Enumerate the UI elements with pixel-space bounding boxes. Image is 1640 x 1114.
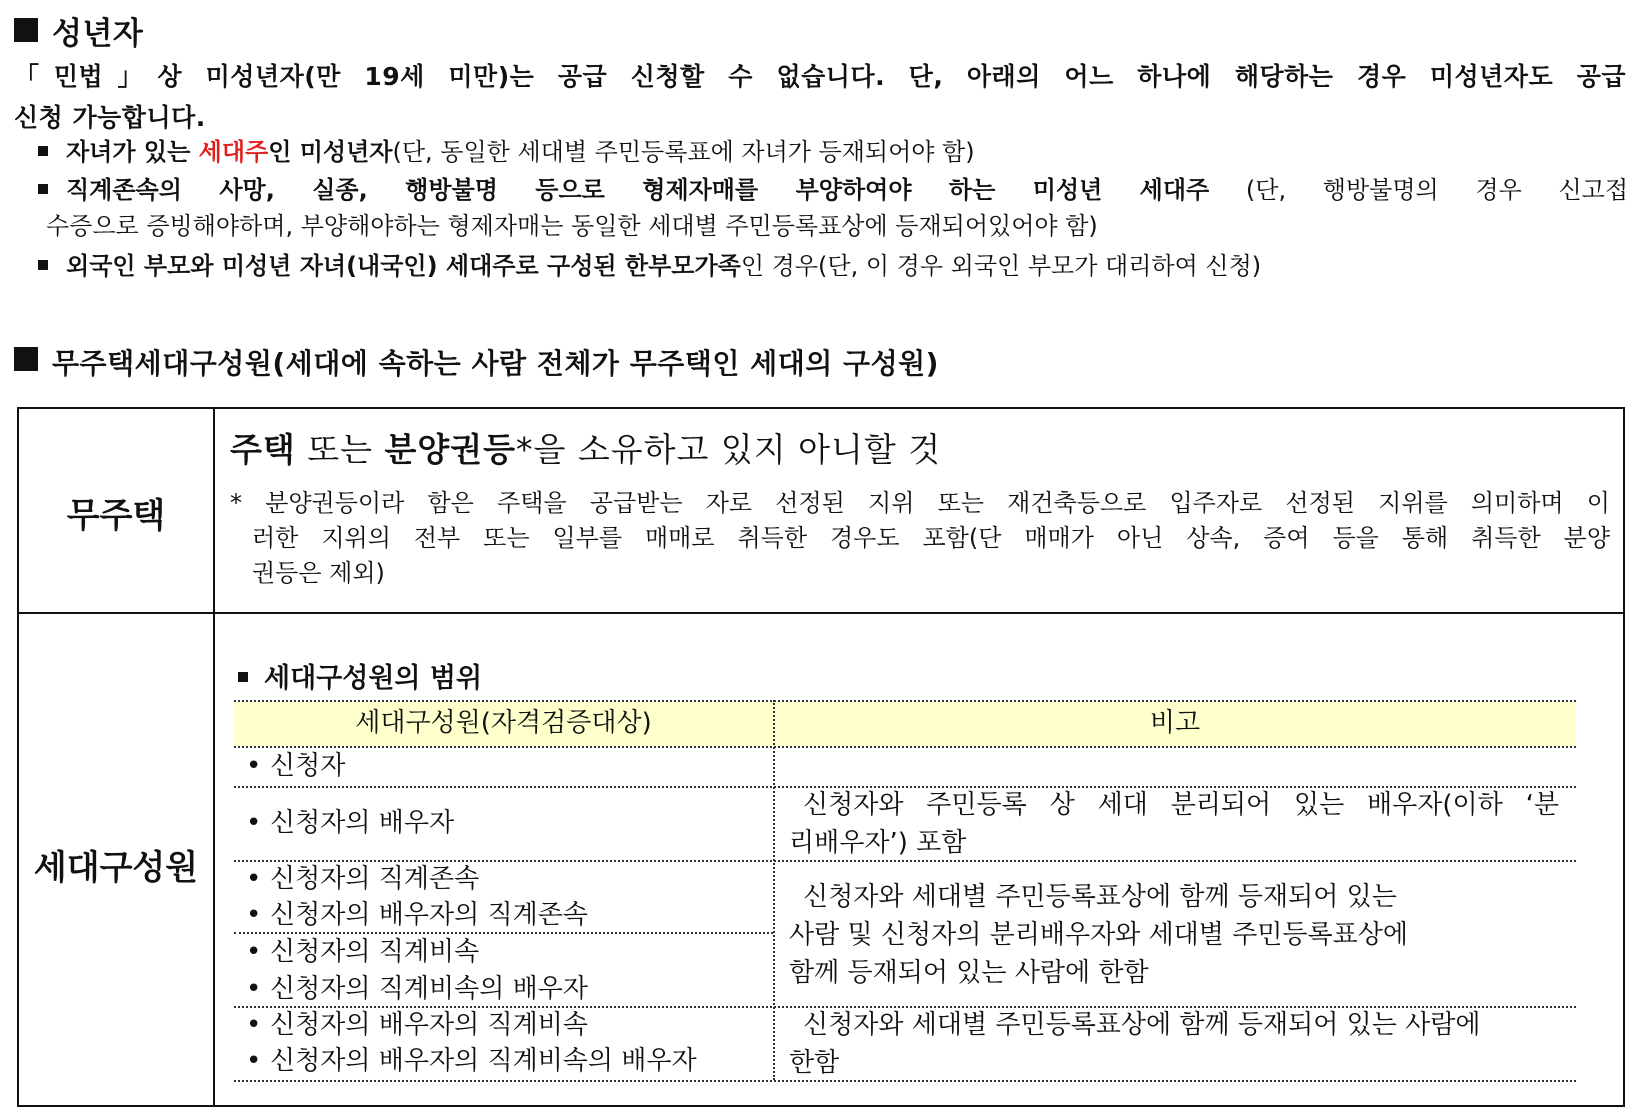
- label-household-members: 세대구성원: [33, 848, 199, 888]
- note-line-1: * 분양권등이라 함은 주택을 공급받는 자로 선정된 지위 또는 재건축등으로 입주자로 선정된 지위를 의미하며 이: [230, 489, 1610, 517]
- b1-text-red: 세대주: [198, 138, 269, 166]
- section-title-minor: [14, 8, 143, 53]
- square-bullet-icon: [238, 672, 248, 682]
- b2-text-bold: 직계존속의 사망, 실종, 행방불명 등으로 형제자매를 부양하여야 하는 미성년 세대주: [66, 176, 1210, 204]
- list-item: • 신청자의 배우자의 직계비속: [270, 1006, 588, 1044]
- scope-title-text: 세대구성원의 범위: [264, 663, 483, 694]
- section-title-text: 성년자: [52, 16, 144, 52]
- minor-paragraph-line2: 신청 가능합니다.: [14, 103, 206, 132]
- section-title-text: 무주택세대구성원(세대에 속하는 사람 전체가 무주택인 세대의 구성원): [52, 347, 939, 380]
- column-divider: [773, 700, 775, 1080]
- b2-text-rest: (단, 행방불명의 경우 신고접: [1209, 176, 1629, 204]
- presale-rights-note: [230, 486, 1610, 591]
- b3-text-bold: 외국인 부모와 미성년 자녀(내국인) 세대주로 구성된 한부모가족: [66, 252, 741, 280]
- heading-mid: 또는: [295, 430, 385, 469]
- header-remarks: 비고: [1149, 708, 1201, 738]
- remark-line: 신청자와 주민등록 상 세대 분리되어 있는 배우자(이하 ‘분: [803, 790, 1559, 820]
- b1-text-a: 자녀가 있는: [66, 138, 199, 166]
- remark-spouse: [789, 786, 1559, 862]
- note-line-3: 권등은 제외): [252, 559, 385, 587]
- remark-line: 한함: [789, 1048, 840, 1078]
- list-item: • 신청자의 직계비속의 배우자: [270, 970, 588, 1008]
- scope-title: [238, 656, 482, 695]
- row-divider: [234, 746, 1576, 748]
- remark-lineal: [789, 878, 1559, 992]
- minor-paragraph-line1: 「민법」상 미성년자(만 19세 미만)는 공급 신청할 수 없습니다. 단, 아래의 어느 하나에 해당하는 경우 미성년자도 공급: [14, 62, 1626, 91]
- list-item: • 신청자의 배우자의 직계비속의 배우자: [270, 1042, 697, 1080]
- list-item: • 신청자의 배우자의 직계존속: [270, 896, 588, 934]
- note-line-2: 러한 지위의 전부 또는 일부를 매매로 취득한 경우도 포함(단 매매가 아닌 상속, 증여 등을 통해 취득한 분양: [252, 524, 1610, 552]
- remark-spouse-descendants: [789, 1006, 1559, 1082]
- b3-text-rest: 인 경우(단, 이 경우 외국인 부모가 대리하여 신청): [740, 252, 1262, 280]
- label-no-house: 무주택: [66, 496, 166, 536]
- row-divider: [234, 700, 1576, 702]
- square-bullet-icon: [38, 146, 48, 156]
- minor-bullet-3: [38, 248, 1628, 285]
- header-members: 세대구성원(자격검증대상): [355, 708, 652, 738]
- remark-line: 함께 등재되어 있는 사람에 한함: [789, 958, 1149, 988]
- minor-bullet-2: [38, 172, 1628, 209]
- square-bullet-icon: [14, 18, 38, 42]
- minor-bullet-2-line2: 수증으로 증빙해야하며, 부양해야하는 형제자매는 동일한 세대별 주민등록표상에 등재되어있어야 함): [46, 212, 1098, 240]
- square-bullet-icon: [38, 260, 48, 270]
- list-item: • 신청자의 직계존속: [270, 860, 479, 898]
- list-item: • 신청자의 배우자: [270, 804, 454, 842]
- b1-text-c: (단, 동일한 세대별 주민등록표에 자녀가 등재되어야 함): [392, 138, 975, 166]
- no-house-heading: [230, 424, 941, 471]
- heading-bold-1: 주택: [230, 430, 296, 469]
- b1-text-b: 인 미성년자: [268, 138, 393, 166]
- heading-bold-2: 분양권등: [384, 430, 517, 469]
- minor-bullet-1: [38, 134, 1628, 171]
- section-title-household: [14, 342, 939, 382]
- remark-line: 신청자와 세대별 주민등록표상에 함께 등재되어 있는 사람에: [803, 1010, 1481, 1040]
- square-bullet-icon: [14, 347, 38, 371]
- remark-line: 리배우자’) 포함: [789, 828, 967, 858]
- heading-rest: *을 소유하고 있지 아니할 것: [516, 430, 942, 469]
- remark-line: 사람 및 신청자의 분리배우자와 세대별 주민등록표상에: [789, 920, 1408, 950]
- remark-line: 신청자와 세대별 주민등록표상에 함께 등재되어 있는: [803, 882, 1397, 912]
- list-item: • 신청자: [270, 747, 345, 785]
- table-divider-horizontal: [17, 612, 1625, 614]
- square-bullet-icon: [38, 184, 48, 194]
- table-divider-vertical: [213, 407, 215, 1107]
- list-item: • 신청자의 직계비속: [270, 933, 479, 971]
